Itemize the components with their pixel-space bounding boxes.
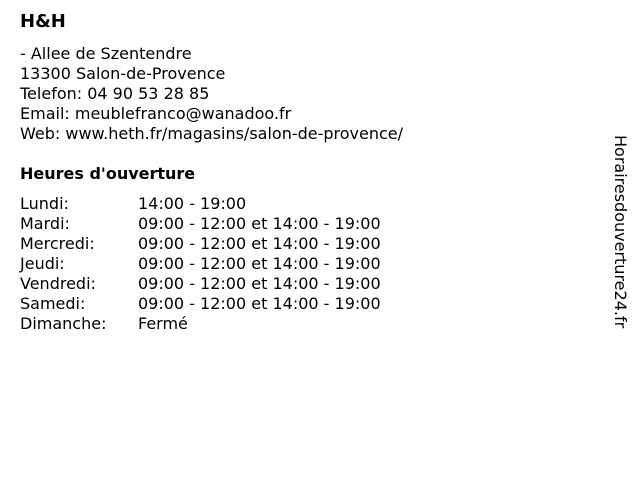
day-label: Mardi: — [20, 214, 70, 233]
hours-row-friday — [20, 274, 381, 294]
email-line: Email: meublefranco@wanadoo.fr — [20, 104, 292, 123]
time-value: 14:00 - 19:00 — [138, 194, 247, 213]
time-value: 09:00 - 12:00 et 14:00 - 19:00 — [138, 274, 381, 293]
store-name: H&H — [20, 11, 66, 32]
day-label: Lundi: — [20, 194, 69, 213]
day-label: Vendredi: — [20, 274, 96, 293]
time-value: 09:00 - 12:00 et 14:00 - 19:00 — [138, 254, 381, 273]
time-value: Fermé — [138, 314, 188, 333]
day-label: Dimanche: — [20, 314, 107, 333]
day-label: Jeudi: — [20, 254, 65, 273]
hours-row-thursday — [20, 254, 381, 274]
address-street: - Allee de Szentendre — [20, 44, 192, 63]
hours-heading: Heures d'ouverture — [20, 164, 196, 183]
hours-row-wednesday — [20, 234, 381, 254]
time-value: 09:00 - 12:00 et 14:00 - 19:00 — [138, 294, 381, 313]
hours-table — [20, 194, 381, 334]
time-value: 09:00 - 12:00 et 14:00 - 19:00 — [138, 214, 381, 233]
day-label: Samedi: — [20, 294, 86, 313]
store-contact-block — [20, 44, 403, 144]
phone-line: Telefon: 04 90 53 28 85 — [20, 84, 210, 103]
address-city: 13300 Salon-de-Provence — [20, 64, 226, 83]
site-watermark: Horairesdouverture24.fr — [611, 135, 630, 329]
hours-row-saturday — [20, 294, 381, 314]
web-line: Web: www.heth.fr/magasins/salon-de-provence/ — [20, 124, 404, 143]
hours-row-tuesday — [20, 214, 381, 234]
day-label: Mercredi: — [20, 234, 95, 253]
hours-row-monday — [20, 194, 381, 214]
hours-row-sunday — [20, 314, 381, 334]
time-value: 09:00 - 12:00 et 14:00 - 19:00 — [138, 234, 381, 253]
